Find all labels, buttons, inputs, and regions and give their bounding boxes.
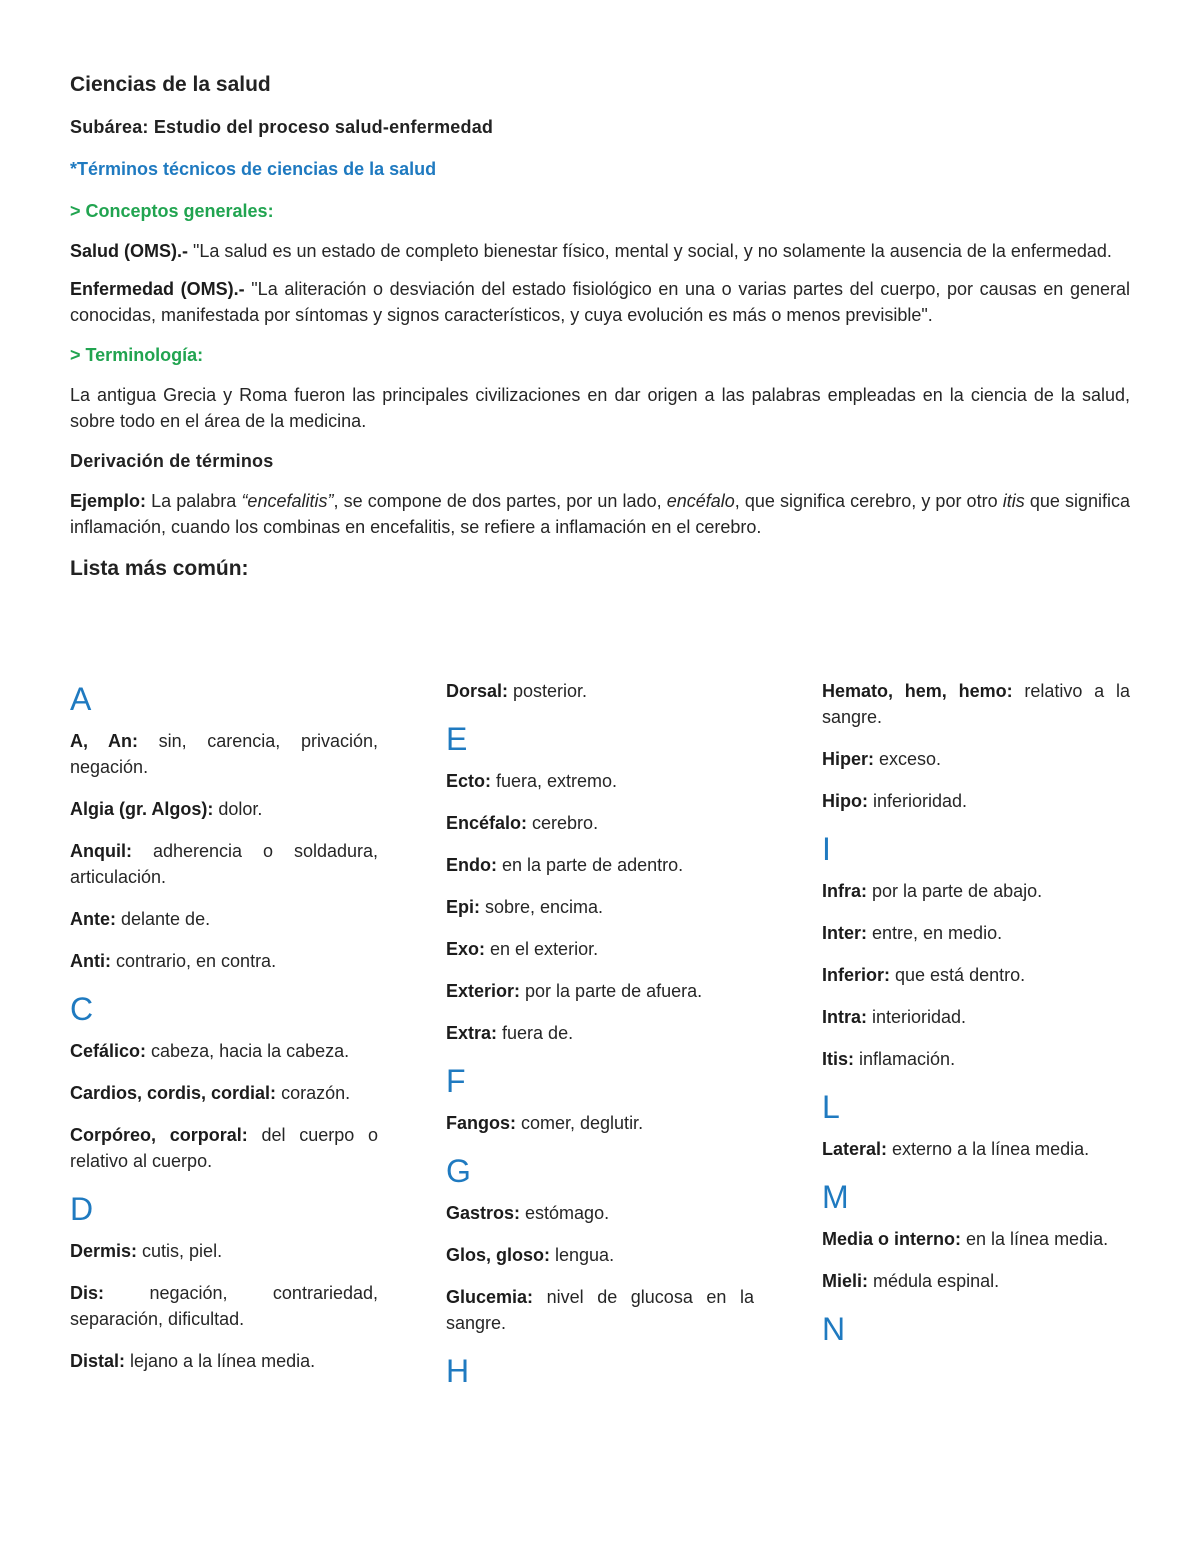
glossary-entry <box>822 678 1130 730</box>
glossary-term: Itis: <box>822 1049 855 1069</box>
glossary-entry <box>70 1122 378 1174</box>
ejemplo-label: Ejemplo: <box>70 491 147 511</box>
glossary-definition: exceso. <box>874 749 942 769</box>
glossary-entry <box>446 978 754 1004</box>
glossary-definition: que está dentro. <box>890 965 1026 985</box>
ejemplo-word-itis: itis <box>1002 491 1025 511</box>
glossary-definition: corazón. <box>276 1083 351 1103</box>
conceptos-heading: > Conceptos generales: <box>70 201 274 221</box>
ejemplo-word-encefalitis: “encefalitis” <box>241 491 334 511</box>
glossary-entry <box>446 768 754 794</box>
glossary-columns <box>70 674 1130 1534</box>
glossary-definition: interioridad. <box>867 1007 967 1027</box>
ejemplo-text-1: La palabra <box>146 491 242 511</box>
document-header <box>70 70 1130 584</box>
glossary-term: Ecto: <box>446 771 491 791</box>
glossary-term: Ante: <box>70 909 116 929</box>
glossary-term: Cardios, cordis, cordial: <box>70 1083 277 1103</box>
glossary-entry <box>70 906 378 932</box>
glossary-term: Inter: <box>822 923 867 943</box>
glossary-entry <box>822 1046 1130 1072</box>
glossary-definition: dolor. <box>213 799 263 819</box>
glossary-term: Distal: <box>70 1351 126 1371</box>
glossary-definition: del cuerpo o relativo al cuerpo. <box>70 1125 379 1171</box>
terminologia-text: La antigua Grecia y Roma fueron las principales civilizaciones en dar origen a las palabras empleadas en la ciencia de la salud, sobre todo en el área de la medicina. <box>70 385 1130 431</box>
glossary-entry <box>70 1280 378 1332</box>
glossary-definition: cutis, piel. <box>137 1241 223 1261</box>
glossary-definition: fuera de. <box>497 1023 574 1043</box>
glossary-entry <box>822 962 1130 988</box>
glossary-definition: cerebro. <box>527 813 599 833</box>
glossary-entry <box>446 852 754 878</box>
page-title: Ciencias de la salud <box>70 73 271 96</box>
glossary-definition: contrario, en contra. <box>110 951 277 971</box>
derivacion-heading: Derivación de términos <box>70 451 274 471</box>
salud-text: "La salud es un estado de completo bienestar físico, mental y social, y no solamente la ausencia de la enfermedad. <box>188 241 1112 261</box>
glossary-term: Gastros: <box>446 1203 521 1223</box>
ejemplo-text-2: , se compone de dos partes, por un lado, <box>333 491 667 511</box>
glossary-column-1 <box>70 674 378 1390</box>
letter-heading: E <box>446 721 468 757</box>
enfermedad-definition <box>70 276 1130 328</box>
lista-heading: Lista más común: <box>70 557 249 580</box>
glossary-entry <box>822 878 1130 904</box>
glossary-definition: lengua. <box>550 1245 615 1265</box>
glossary-column-3 <box>822 674 1130 1358</box>
glossary-term: Epi: <box>446 897 480 917</box>
letter-heading: M <box>822 1179 849 1215</box>
glossary-term: Endo: <box>446 855 497 875</box>
glossary-term: Glos, gloso: <box>446 1245 551 1265</box>
glossary-definition: posterior. <box>508 681 588 701</box>
glossary-term: Dis: <box>70 1283 105 1303</box>
glossary-entry <box>70 1238 378 1264</box>
glossary-definition: inflamación. <box>854 1049 956 1069</box>
glossary-entry <box>70 948 378 974</box>
glossary-entry <box>446 678 754 704</box>
glossary-term: Inferior: <box>822 965 891 985</box>
glossary-term: Media o interno: <box>822 1229 961 1249</box>
glossary-term: A, An: <box>70 731 138 751</box>
letter-heading: G <box>446 1153 471 1189</box>
ejemplo-paragraph <box>70 488 1130 540</box>
glossary-definition: entre, en medio. <box>867 923 1003 943</box>
glossary-definition: médula espinal. <box>868 1271 1000 1291</box>
glossary-entry <box>70 796 378 822</box>
letter-heading: I <box>822 831 831 867</box>
glossary-column-2 <box>446 674 754 1400</box>
glossary-term: Infra: <box>822 881 867 901</box>
glossary-definition: sin, carencia, privación, negación. <box>70 731 378 777</box>
glossary-entry <box>70 1038 378 1064</box>
glossary-definition: en la parte de adentro. <box>497 855 684 875</box>
glossary-entry <box>70 838 378 890</box>
glossary-definition: comer, deglutir. <box>516 1113 644 1133</box>
glossary-definition: inferioridad. <box>867 791 968 811</box>
ejemplo-text-4: que significa inflamación, cuando los combinas en encefalitis, se refiere a inflamación en el cerebro. <box>70 491 1130 537</box>
glossary-entry <box>446 1020 754 1046</box>
glossary-term: Intra: <box>822 1007 867 1027</box>
glossary-entry <box>446 894 754 920</box>
glossary-term: Encéfalo: <box>446 813 528 833</box>
glossary-definition: sobre, encima. <box>480 897 604 917</box>
glossary-definition: negación, contrariedad, separación, dificultad. <box>70 1283 378 1329</box>
ejemplo-text-3: , que significa cerebro, y por otro <box>734 491 1003 511</box>
glossary-entry <box>70 1080 378 1106</box>
glossary-term: Hiper: <box>822 749 875 769</box>
letter-heading: F <box>446 1063 466 1099</box>
glossary-definition: nivel de glucosa en la sangre. <box>446 1287 754 1333</box>
enfermedad-text: "La aliteración o desviación del estado fisiológico en una o varias partes del cuerpo, por causas en general conocidas, manifestada por síntomas y signos característicos, y cuya evolución es más o menos previsible". <box>70 279 1130 325</box>
glossary-definition: por la parte de afuera. <box>520 981 703 1001</box>
ejemplo-word-encefalo: encéfalo <box>666 491 735 511</box>
glossary-definition: en el exterior. <box>485 939 599 959</box>
glossary-term: Anti: <box>70 951 111 971</box>
glossary-term: Glucemia: <box>446 1287 534 1307</box>
glossary-term: Lateral: <box>822 1139 888 1159</box>
glossary-term: Exo: <box>446 939 486 959</box>
glossary-term: Exterior: <box>446 981 521 1001</box>
glossary-term: Hipo: <box>822 791 868 811</box>
glossary-term: Anquil: <box>70 841 132 861</box>
glossary-entry <box>822 746 1130 772</box>
glossary-definition: delante de. <box>116 909 211 929</box>
glossary-definition: relativo a la sangre. <box>822 681 1130 727</box>
terms-heading: *Términos técnicos de ciencias de la salud <box>70 159 437 179</box>
glossary-entry <box>822 920 1130 946</box>
glossary-entry <box>70 728 378 780</box>
glossary-term: Mieli: <box>822 1271 869 1291</box>
letter-heading: D <box>70 1191 94 1227</box>
subarea-heading: Subárea: Estudio del proceso salud-enfermedad <box>70 117 494 137</box>
glossary-definition: en la línea media. <box>961 1229 1109 1249</box>
letter-heading: N <box>822 1311 846 1347</box>
glossary-term: Dorsal: <box>446 681 509 701</box>
glossary-definition: fuera, extremo. <box>491 771 618 791</box>
glossary-term: Cefálico: <box>70 1041 147 1061</box>
glossary-definition: cabeza, hacia la cabeza. <box>146 1041 350 1061</box>
glossary-entry <box>822 1268 1130 1294</box>
salud-term: Salud (OMS).- <box>70 241 188 261</box>
glossary-definition: lejano a la línea media. <box>125 1351 316 1371</box>
letter-heading: L <box>822 1089 840 1125</box>
glossary-entry <box>70 1348 378 1374</box>
glossary-entry <box>822 788 1130 814</box>
glossary-entry <box>822 1136 1130 1162</box>
glossary-term: Hemato, hem, hemo: <box>822 681 1013 701</box>
enfermedad-term: Enfermedad (OMS).- <box>70 279 245 299</box>
glossary-term: Fangos: <box>446 1113 516 1133</box>
glossary-definition: por la parte de abajo. <box>867 881 1043 901</box>
glossary-entry <box>822 1226 1130 1252</box>
glossary-definition: adherencia o soldadura, articulación. <box>70 841 378 887</box>
glossary-term: Extra: <box>446 1023 498 1043</box>
glossary-entry <box>446 810 754 836</box>
glossary-term: Dermis: <box>70 1241 138 1261</box>
glossary-term: Algia (gr. Algos): <box>70 799 214 819</box>
letter-heading: H <box>446 1353 470 1389</box>
glossary-entry <box>446 1200 754 1226</box>
salud-definition <box>70 238 1130 264</box>
letter-heading: C <box>70 991 94 1027</box>
glossary-entry <box>446 1284 754 1336</box>
glossary-entry <box>446 936 754 962</box>
glossary-definition: externo a la línea media. <box>887 1139 1090 1159</box>
glossary-entry <box>446 1110 754 1136</box>
terminologia-heading: > Terminología: <box>70 345 204 365</box>
glossary-definition: estómago. <box>520 1203 610 1223</box>
glossary-entry <box>822 1004 1130 1030</box>
glossary-entry <box>446 1242 754 1268</box>
letter-heading: A <box>70 681 92 717</box>
glossary-term: Corpóreo, corporal: <box>70 1125 248 1145</box>
